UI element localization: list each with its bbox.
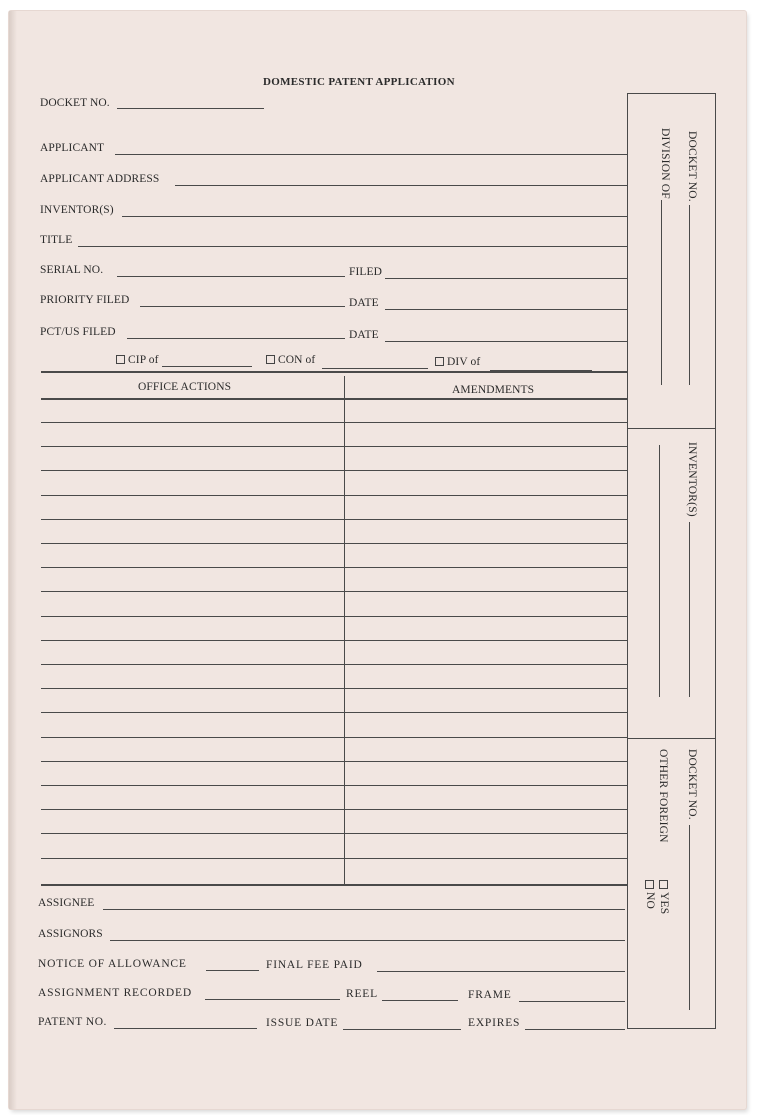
yes-option[interactable]: [658, 880, 670, 914]
side-panel-left: [627, 93, 628, 1029]
final-fee-paid-field[interactable]: [377, 971, 625, 972]
table-row[interactable]: [41, 858, 627, 859]
table-row[interactable]: [41, 664, 627, 665]
table-row[interactable]: [41, 567, 627, 568]
frame-label: FRAME: [468, 989, 512, 1001]
side-panel-top: [628, 93, 716, 94]
side-docket-no-label: DOCKET NO.: [686, 131, 698, 202]
filed-label: FILED: [349, 266, 383, 278]
side-divider-1: [628, 428, 716, 429]
side-panel-bottom: [627, 1028, 716, 1029]
priority-filed-field[interactable]: [140, 306, 345, 307]
assignment-recorded-label: ASSIGNMENT RECORDED: [38, 987, 192, 999]
assignee-field[interactable]: [103, 909, 625, 910]
div-checkbox[interactable]: [435, 357, 444, 366]
cip-option[interactable]: [116, 355, 159, 367]
con-label: CON of: [278, 354, 316, 366]
frame-field[interactable]: [519, 1001, 625, 1002]
title-label: TITLE: [40, 234, 73, 246]
reel-field[interactable]: [382, 1000, 458, 1001]
side-divider-2: [628, 738, 716, 739]
con-option[interactable]: [266, 355, 315, 367]
applicant-field[interactable]: [115, 154, 627, 155]
side-docket-no-bottom-label: DOCKET NO.: [686, 749, 698, 820]
pct-us-filed-field[interactable]: [127, 338, 345, 339]
table-bottom-rule: [41, 884, 627, 886]
yes-label: YES: [658, 892, 670, 915]
table-row[interactable]: [41, 737, 627, 738]
side-inventors-field[interactable]: [689, 522, 690, 697]
other-foreign-label: OTHER FOREIGN: [657, 749, 669, 843]
notice-of-allowance-field[interactable]: [206, 970, 259, 971]
filed-field[interactable]: [385, 278, 627, 279]
applicant-address-label: APPLICANT ADDRESS: [40, 173, 160, 185]
docket-no-label: DOCKET NO.: [40, 97, 110, 109]
no-checkbox[interactable]: [645, 880, 654, 889]
assignee-label: ASSIGNEE: [38, 897, 95, 909]
serial-no-label: SERIAL NO.: [40, 264, 104, 276]
form-title: DOMESTIC PATENT APPLICATION: [263, 76, 455, 88]
side-docket-no-bottom-field[interactable]: [689, 825, 690, 1010]
side-inventors-label: INVENTOR(S): [686, 442, 698, 517]
table-row[interactable]: [41, 543, 627, 544]
side-docket-no-field[interactable]: [689, 205, 690, 385]
notice-of-allowance-label: NOTICE OF ALLOWANCE: [38, 958, 187, 970]
title-field[interactable]: [78, 246, 627, 247]
priority-filed-label: PRIORITY FILED: [40, 294, 130, 306]
inventors-field[interactable]: [122, 216, 627, 217]
div-label: DIV of: [447, 356, 481, 368]
priority-date-field[interactable]: [385, 309, 627, 310]
table-row[interactable]: [41, 809, 627, 810]
inventors-label: INVENTOR(S): [40, 204, 114, 216]
table-row[interactable]: [41, 688, 627, 689]
assignors-label: ASSIGNORS: [38, 928, 103, 940]
patent-no-field[interactable]: [114, 1028, 257, 1029]
cip-label: CIP of: [128, 354, 159, 366]
con-checkbox[interactable]: [266, 355, 275, 364]
table-top-rule: [41, 371, 627, 373]
issue-date-field[interactable]: [343, 1029, 461, 1030]
pct-date-label: DATE: [349, 329, 379, 341]
office-actions-header: OFFICE ACTIONS: [138, 381, 232, 393]
reel-label: REEL: [346, 988, 378, 1000]
table-row[interactable]: [41, 422, 627, 423]
table-row[interactable]: [41, 616, 627, 617]
table-row[interactable]: [41, 712, 627, 713]
final-fee-paid-label: FINAL FEE PAID: [266, 959, 363, 971]
table-row[interactable]: [41, 470, 627, 471]
expires-field[interactable]: [525, 1029, 625, 1030]
pct-date-field[interactable]: [385, 341, 627, 342]
con-field[interactable]: [322, 368, 428, 369]
table-header-rule: [41, 398, 627, 400]
division-of-label: DIVISION OF: [659, 128, 671, 199]
pct-us-filed-label: PCT/US FILED: [40, 326, 116, 338]
expires-label: EXPIRES: [468, 1017, 521, 1029]
table-row[interactable]: [41, 519, 627, 520]
table-row[interactable]: [41, 785, 627, 786]
cip-field[interactable]: [162, 366, 252, 367]
table-row[interactable]: [41, 591, 627, 592]
amendments-header: AMENDMENTS: [452, 384, 535, 396]
table-row[interactable]: [41, 833, 627, 834]
div-option[interactable]: [435, 357, 480, 369]
docket-no-field[interactable]: [117, 108, 264, 109]
applicant-address-field[interactable]: [175, 185, 627, 186]
priority-date-label: DATE: [349, 297, 379, 309]
assignment-recorded-field[interactable]: [205, 999, 340, 1000]
table-row[interactable]: [41, 761, 627, 762]
table-row[interactable]: [41, 640, 627, 641]
side-panel-right: [715, 93, 716, 1029]
side-inventors-field-2[interactable]: [659, 445, 660, 697]
assignors-field[interactable]: [110, 940, 625, 941]
division-of-field[interactable]: [661, 200, 662, 385]
yes-checkbox[interactable]: [659, 880, 668, 889]
patent-no-label: PATENT NO.: [38, 1016, 107, 1028]
table-row[interactable]: [41, 495, 627, 496]
no-option[interactable]: [644, 880, 656, 909]
no-label: NO: [644, 892, 656, 910]
issue-date-label: ISSUE DATE: [266, 1017, 339, 1029]
applicant-label: APPLICANT: [40, 142, 105, 154]
cip-checkbox[interactable]: [116, 355, 125, 364]
folder-spine: [9, 11, 17, 1109]
table-row[interactable]: [41, 446, 627, 447]
serial-no-field[interactable]: [117, 276, 345, 277]
